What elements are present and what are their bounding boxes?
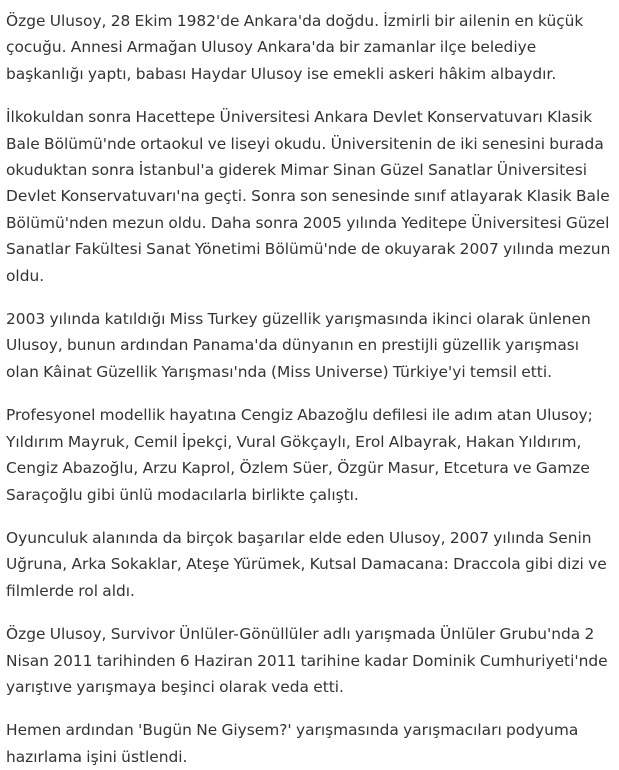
- paragraph-education: İlkokuldan sonra Hacettepe Üniversitesi Ankara Devlet Konservatuvarı Klasik Bale Bölümü'nde ortaokul ve liseyi okudu. Üniversitenin de iki senesini burada okuduktan sonra İstanbul'a giderek Mimar Sinan Güzel Sanatlar Üniversitesi Devlet Konservatuvarı'na geçti. Sonra son senesinde sınıf atlayarak Klasik Bale Bölümü'nden mezun oldu. Daha sonra 2005 yılında Yeditepe Üniversitesi Güzel Sanatlar Fakültesi Sanat Yönetimi Bölümü'nde de okuyarak 2007 yılında mezun oldu.: [6, 108, 611, 285]
- paragraph-bugun-ne-giysem: Hemen ardından 'Bugün Ne Giysem?' yarışmasında yarışmacıları podyuma hazırlama işini üstlendi.: [6, 721, 579, 766]
- paragraph-birth: Özge Ulusoy, 28 Ekim 1982'de Ankara'da doğdu. İzmirli bir ailenin en küçük çocuğu. Annesi Armağan Ulusoy Ankara'da bir zamanlar ilçe belediye başkanlığı yaptı, babası Haydar Ulusoy ise emekli askeri hâkim albaydır.: [6, 12, 584, 83]
- paragraph-modeling: Profesyonel modellik hayatına Cengiz Abazoğlu defilesi ile adım atan Ulusoy; Yıldırım Mayruk, Cemil İpekçi, Vural Gökçaylı, Erol Albayrak, Hakan Yıldırım, Cengiz Abazoğlu, Arzu Kaprol, Özlem Süer, Özgür Masur, Etcetura ve Gamze Saraçoğlu gibi ünlü modacılarla birlikte çalıştı.: [6, 406, 593, 504]
- paragraph-survivor: Özge Ulusoy, Survivor Ünlüler-Gönüllüler adlı yarışmada Ünlüler Grubu'nda 2 Nisan 2011 tarihinden 6 Haziran 2011 tarihine kadar Dominik Cumhuriyeti'nde yarıştıve yarışmaya beşinci olarak veda etti.: [6, 625, 608, 696]
- paragraph-acting: Oyunculuk alanında da birçok başarılar elde eden Ulusoy, 2007 yılında Senin Uğruna, Arka Sokaklar, Ateşe Yürümek, Kutsal Damacana: Draccola gibi dizi ve filmlerde rol aldı.: [6, 528, 607, 600]
- paragraph-miss-turkey: 2003 yılında katıldığı Miss Turkey güzellik yarışmasında ikinci olarak ünlenen Ulusoy, bunun ardından Panama'da dünyanın en prestijli güzellik yarışması olan Kâinat Güzellik Yarışması'nda (Miss Universe) Türkiye'yi temsil etti.: [6, 310, 591, 381]
